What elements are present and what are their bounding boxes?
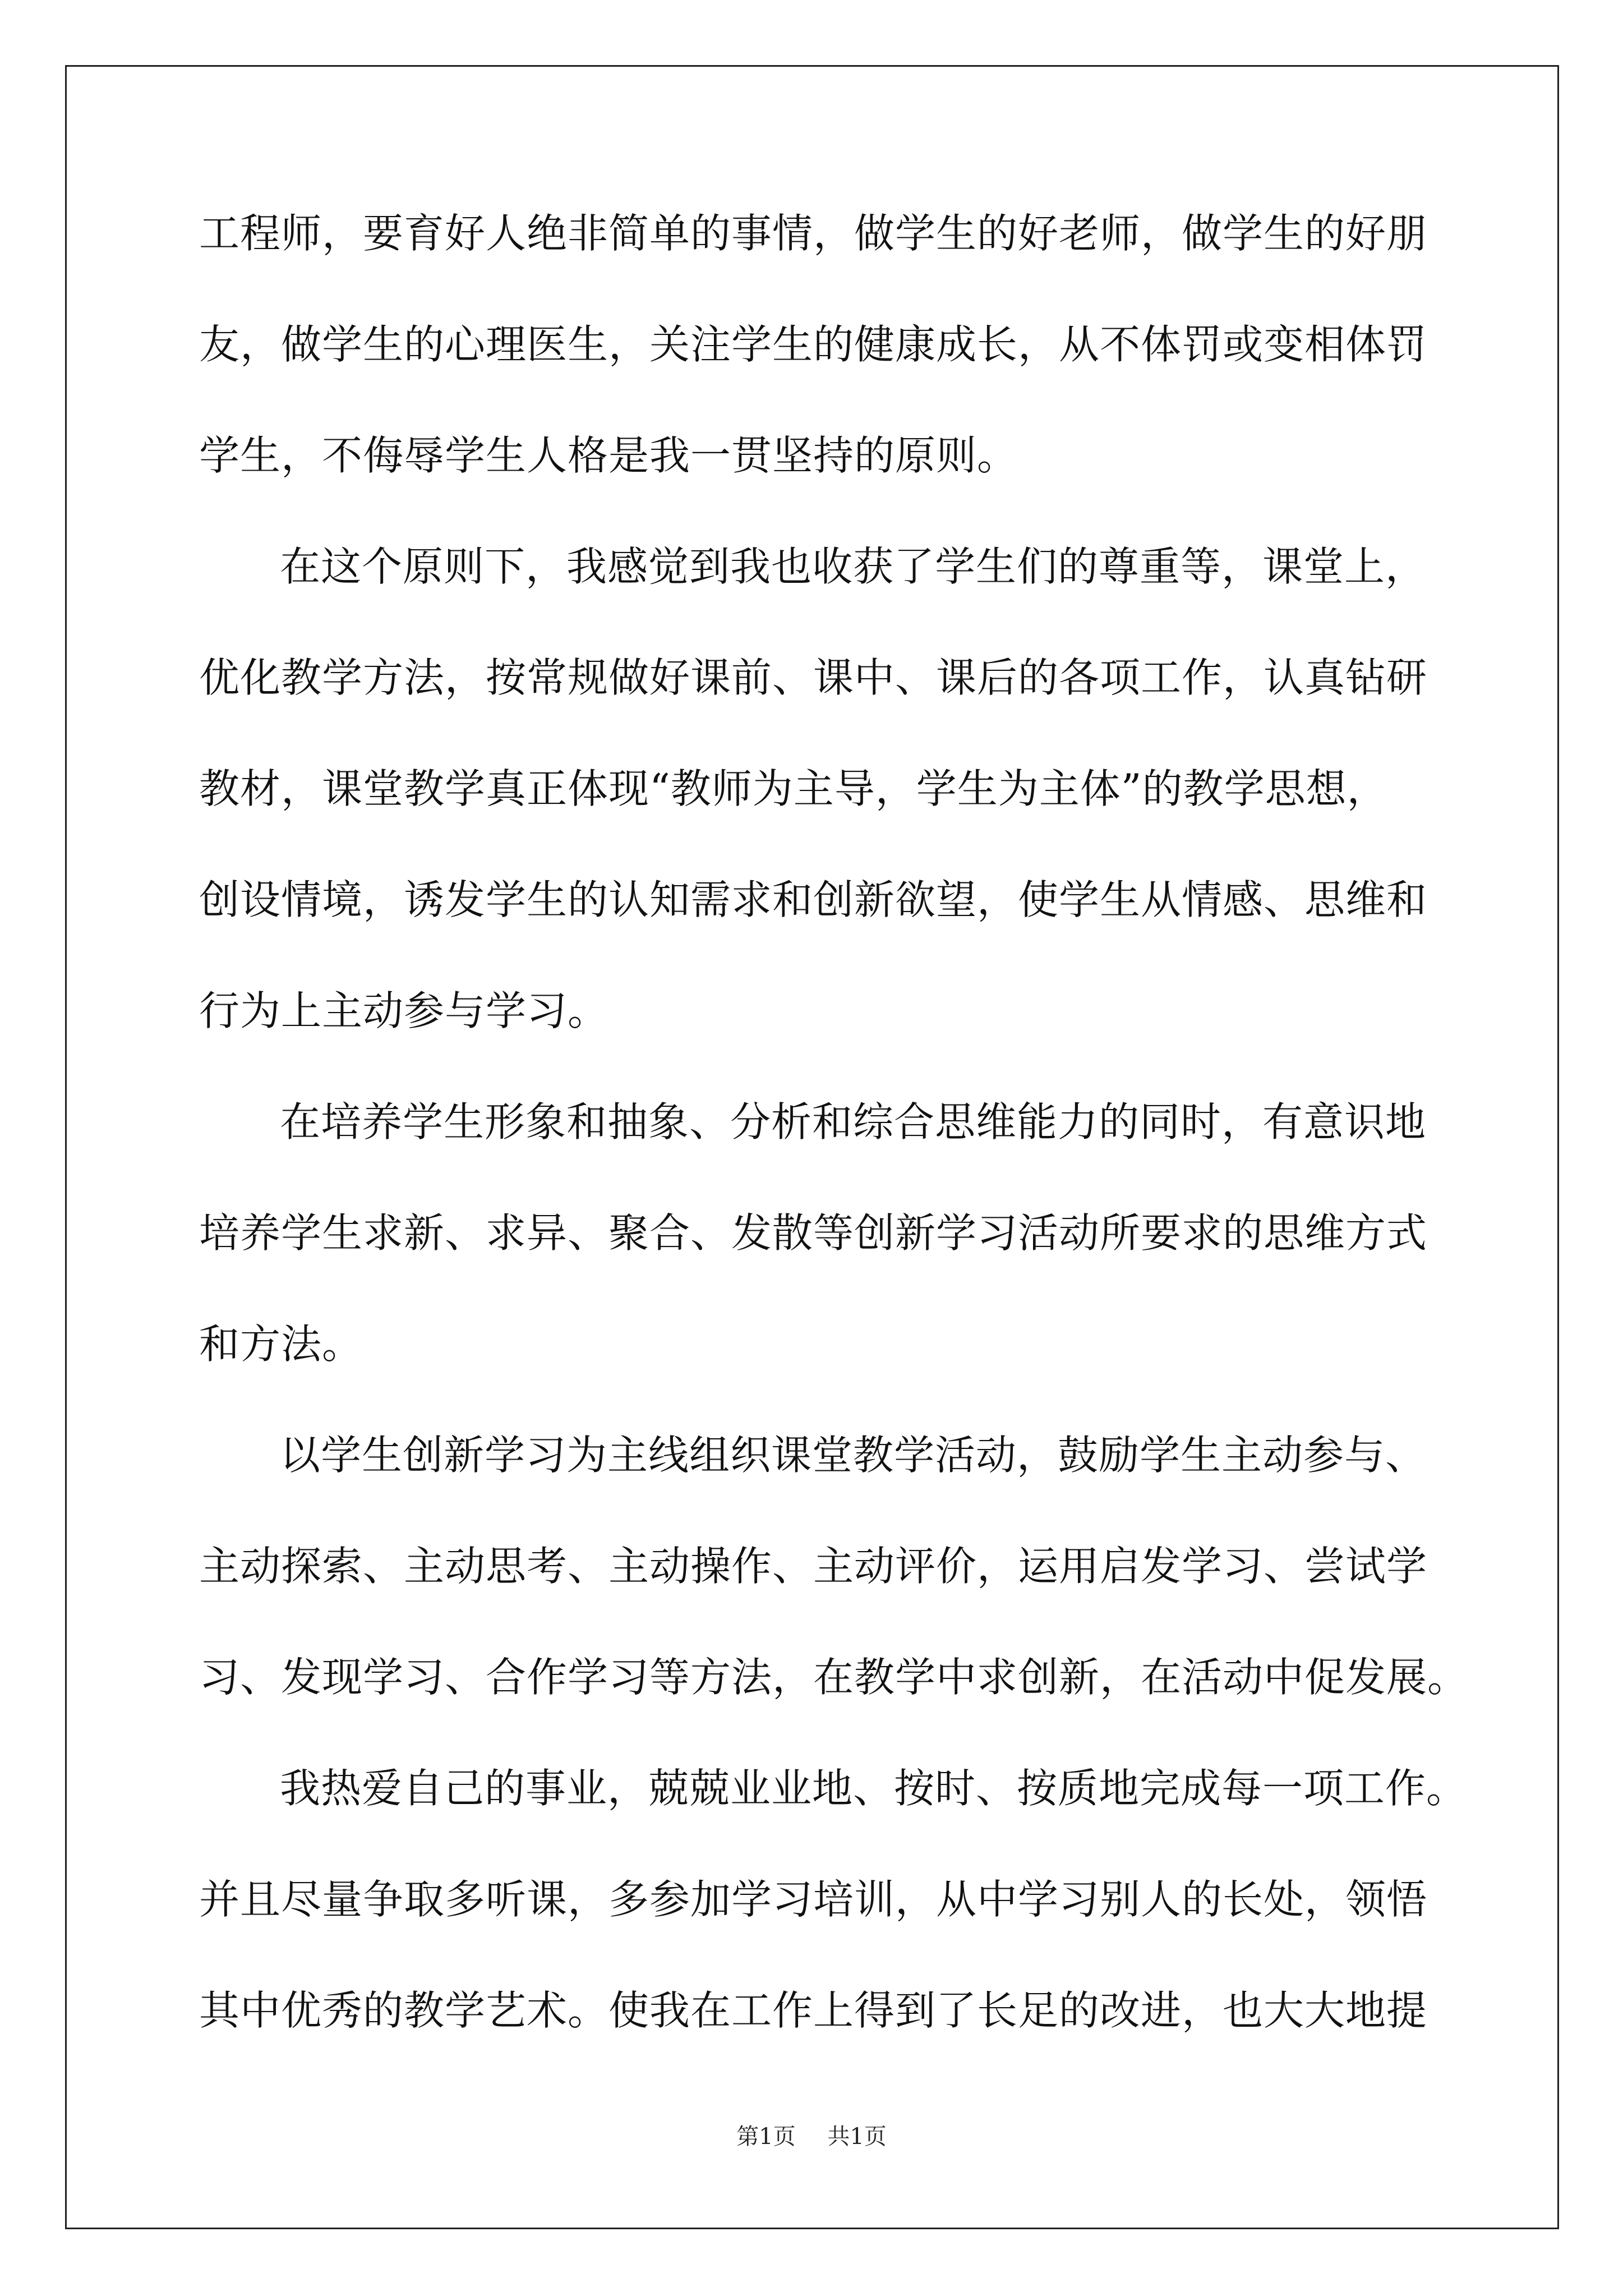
text-line: 行为上主动参与学习。 [199, 987, 609, 1034]
text-line: 学生，不侮辱学生人格是我一贯坚持的原则。 [199, 432, 1018, 479]
paragraph-start-line: 在这个原则下，我感觉到我也收获了学生们的尊重等，课堂上， [280, 543, 1427, 590]
text-line: 教材，课堂教学真正体现“教师为主导，学生为主体”的教学思想， [199, 765, 1388, 812]
document-body [199, 206, 1469, 2095]
text-line: 主动探索、主动思考、主动操作、主动评价，运用启发学习、尝试学 [199, 1543, 1428, 1590]
paragraph-start-line: 我热爱自己的事业，兢兢业业地、按时、按质地完成每一项工作。 [280, 1765, 1468, 1812]
text-line: 其中优秀的教学艺术。使我在工作上得到了长足的改进，也大大地提 [199, 1987, 1428, 2034]
text-line: 创设情境，诱发学生的认知需求和创新欲望，使学生从情感、思维和 [199, 876, 1428, 923]
text-line: 习、发现学习、合作学习等方法，在教学中求创新，在活动中促发展。 [199, 1654, 1469, 1701]
text-line: 友，做学生的心理医生，关注学生的健康成长，从不体罚或变相体罚 [199, 321, 1428, 368]
page-number-current: 第1页 [736, 2124, 796, 2150]
page-footer [0, 2123, 1623, 2151]
paragraph-start-line: 以学生创新学习为主线组织课堂教学活动，鼓励学生主动参与、 [280, 1432, 1427, 1479]
text-line: 培养学生求新、求异、聚合、发散等创新学习活动所要求的思维方式 [199, 1209, 1428, 1257]
text-line: 工程师，要育好人绝非简单的事情，做学生的好老师，做学生的好朋 [199, 210, 1428, 257]
text-line: 和方法。 [199, 1320, 363, 1368]
page-number-total: 共1页 [827, 2124, 887, 2150]
paragraph-start-line: 在培养学生形象和抽象、分析和综合思维能力的同时，有意识地 [280, 1098, 1427, 1145]
text-line: 并且尽量争取多听课，多参加学习培训，从中学习别人的长处，领悟 [199, 1876, 1428, 1923]
text-line: 优化教学方法，按常规做好课前、课中、课后的各项工作，认真钻研 [199, 654, 1428, 701]
